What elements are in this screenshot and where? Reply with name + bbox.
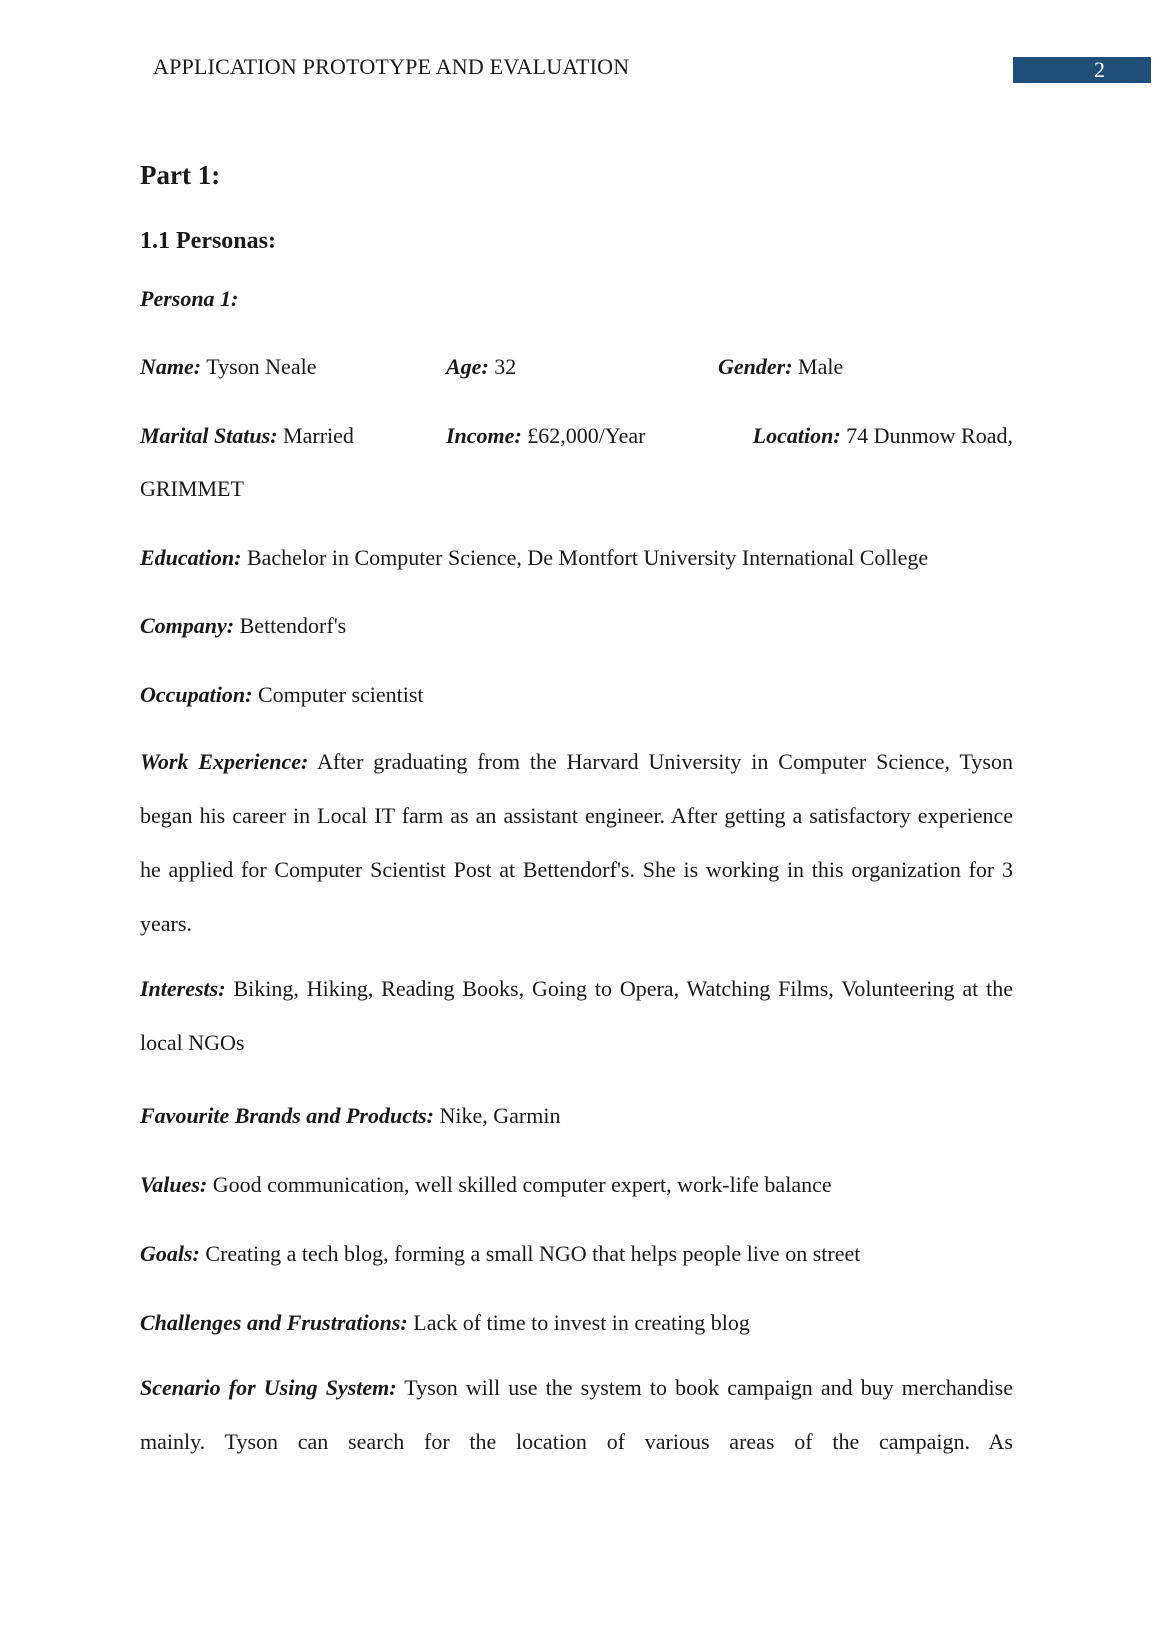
favourite-brands-value: Nike, Garmin [439, 1103, 561, 1128]
work-experience-paragraph [140, 735, 1013, 951]
goals-value: Creating a tech blog, forming a small NGO that helps people live on street [205, 1241, 861, 1266]
favourite-brands-label: Favourite Brands and Products: [140, 1103, 434, 1128]
gender-label: Gender: [718, 354, 793, 379]
name-label: Name: [140, 354, 202, 379]
challenges-field [140, 1310, 750, 1336]
persona-heading: Persona 1: [140, 286, 239, 311]
company-value: Bettendorf's [239, 613, 347, 638]
occupation-value: Computer scientist [257, 682, 424, 707]
location-continuation: GRIMMET [140, 476, 244, 501]
goals-label: Goals: [140, 1241, 200, 1266]
gender-value: Male [798, 354, 844, 379]
part-heading: Part 1: [140, 160, 221, 190]
values-field [140, 1172, 832, 1198]
challenges-value: Lack of time to invest in creating blog [413, 1310, 750, 1335]
marital-status-label: Marital Status: [140, 423, 278, 448]
marital-status-field [140, 423, 354, 449]
name-value: Tyson Neale [206, 354, 317, 379]
values-label: Values: [140, 1172, 208, 1197]
values-value: Good communication, well skilled computer expert, work-life balance [212, 1172, 832, 1197]
work-experience-value: After graduating from the Harvard University in Computer Science, Tyson began his career in Local IT farm as an assistant engineer. After getting a satisfactory experience he applied for Computer Scientist Post at Bettendorf's. She is working in this organization for 3 years. [140, 749, 1013, 936]
gender-field [718, 354, 843, 380]
marital-status-value: Married [283, 423, 354, 448]
age-value: 32 [494, 354, 517, 379]
income-label: Income: [446, 423, 522, 448]
scenario-value: Tyson will use the system to book campaign and buy merchandise mainly. Tyson can search for the location of various areas of the campaign. As [140, 1375, 1013, 1454]
education-value: Bachelor in Computer Science, De Montfort University International College [246, 545, 929, 570]
occupation-field [140, 682, 424, 708]
age-label: Age: [446, 354, 489, 379]
scenario-paragraph [140, 1361, 1013, 1469]
interests-value: Biking, Hiking, Reading Books, Going to Opera, Watching Films, Volunteering at the local NGOs [140, 976, 1014, 1055]
company-label: Company: [140, 613, 235, 638]
education-label: Education: [140, 545, 242, 570]
location-label: Location: [752, 423, 841, 448]
age-field [446, 354, 516, 380]
challenges-label: Challenges and Frustrations: [140, 1310, 408, 1335]
running-header-title: APPLICATION PROTOTYPE AND EVALUATION [153, 54, 630, 79]
income-field [446, 423, 645, 449]
income-value: £62,000/Year [527, 423, 646, 448]
goals-field [140, 1241, 860, 1267]
favourite-brands-field [140, 1103, 560, 1129]
location-value: 74 Dunmow Road, [846, 423, 1013, 448]
section-heading: 1.1 Personas: [140, 228, 276, 254]
company-field [140, 613, 346, 639]
page-number: 2 [1094, 57, 1105, 82]
occupation-label: Occupation: [140, 682, 253, 707]
location-field [753, 423, 1013, 449]
name-field [140, 354, 316, 380]
work-experience-label: Work Experience: [140, 749, 309, 774]
scenario-label: Scenario for Using System: [140, 1375, 397, 1400]
page-number-badge [1013, 57, 1151, 83]
education-field [140, 545, 928, 571]
interests-paragraph [140, 962, 1013, 1070]
interests-label: Interests: [140, 976, 226, 1001]
